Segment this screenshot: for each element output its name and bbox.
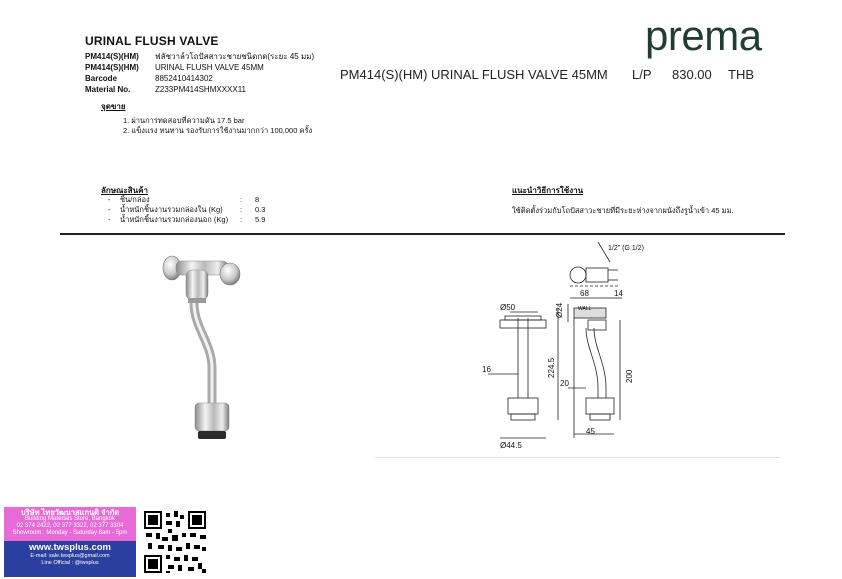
properties-table	[108, 195, 295, 225]
top-view-flange	[570, 267, 586, 283]
banner-hours: Showroom : Monday - Saturday 8am - 5pm	[12, 530, 128, 536]
drawing-baseline	[375, 457, 780, 458]
spec-value: 8852410414302	[155, 74, 213, 83]
brand-logo: prema	[645, 12, 762, 59]
price-currency: THB	[728, 67, 754, 82]
price-value: 830.00	[672, 67, 712, 82]
dim-200: 200	[625, 369, 634, 383]
section-divider	[60, 233, 785, 235]
property-colon: :	[240, 195, 243, 204]
properties-heading: ลักษณะสินค้า	[101, 186, 148, 195]
features-heading: จุดขาย	[101, 102, 126, 111]
price-line	[340, 67, 754, 82]
wall-label: WALL	[578, 306, 592, 312]
dim-20: 20	[560, 379, 569, 388]
product-photo	[150, 248, 260, 448]
property-row	[108, 215, 295, 225]
property-colon: :	[240, 205, 243, 214]
dim-45: 45	[586, 427, 595, 436]
spec-value: Z233PM414SHMXXXX11	[155, 85, 247, 94]
banner-company: บริษัท ไทยวัฒนาสแกนดิ จำกัด	[20, 508, 120, 517]
spec-key: PM414(S)(HM)	[85, 63, 139, 72]
spec-row	[85, 84, 314, 95]
banner-phone: 02 374 2422, 02 377 3322, 02 377 3304	[16, 523, 124, 529]
price-label: L/P	[632, 67, 652, 82]
property-dash: -	[108, 195, 111, 204]
advice-text: ใช้ติดตั้งร่วมกับโถปัสสาวะชายที่มีระยะห่างจากผนังถึงรูน้ำเข้า 45 มม.	[512, 206, 734, 215]
property-value: 0.3	[255, 205, 266, 214]
dim-16: 16	[482, 365, 491, 374]
banner-bottom	[4, 541, 136, 577]
property-row	[108, 205, 295, 215]
property-row	[108, 195, 295, 205]
property-label: ชิ้น/กล่อง	[120, 195, 150, 204]
spec-row	[85, 73, 314, 84]
advice-heading: แนะนำวิธีการใช้งาน	[512, 186, 584, 195]
spec-table	[85, 51, 314, 95]
dim-d50: Ø50	[500, 303, 516, 312]
spec-row	[85, 51, 314, 62]
property-label: น้ำหนักชิ้นงานรวมกล่องใน (Kg)	[120, 205, 223, 214]
dim-thread: 1/2" (G 1/2)	[608, 245, 644, 252]
spec-key: Barcode	[85, 74, 118, 83]
dim-68: 68	[580, 289, 589, 298]
property-label: น้ำหนักชิ้นงานรวมกล่องนอก (Kg)	[120, 215, 229, 224]
banner-email: E-mail: sale.twsplus@gmail.com	[30, 553, 110, 559]
technical-drawing	[470, 238, 660, 456]
property-colon: :	[240, 215, 243, 224]
dim-224-5: 224.5	[547, 357, 556, 378]
banner-line: Line Official : @twsplus	[41, 560, 99, 566]
store-banner	[4, 507, 136, 579]
features-list	[123, 116, 312, 136]
dim-d44-5: Ø44.5	[500, 441, 522, 450]
product-title: URINAL FLUSH VALVE	[85, 34, 219, 48]
banner-website[interactable]: www.twsplus.com	[29, 542, 111, 553]
property-dash: -	[108, 205, 111, 214]
spec-value: URINAL FLUSH VALVE 45MM	[155, 63, 264, 72]
dim-d24: Ø24	[555, 302, 564, 318]
banner-subtitle: Building Materials Store, Bangkok	[24, 516, 116, 522]
qr-code[interactable]	[142, 509, 208, 575]
top-view-body	[586, 268, 608, 282]
feature-item: 2. แข็งแรง ทนทาน รองรับการใช้งานมากกว่า 100,000 ครั้ง	[123, 126, 313, 135]
spec-key: Material No.	[85, 85, 131, 94]
spec-row	[85, 62, 314, 73]
property-dash: -	[108, 215, 111, 224]
property-value: 5.9	[255, 215, 266, 224]
spec-key: PM414(S)(HM)	[85, 52, 139, 61]
dim-14: 14	[614, 289, 623, 298]
property-value: 8	[255, 195, 260, 204]
spec-value: ฟลัชวาล์วโถปัสสาวะชายชนิดกด(ระยะ 45 มม)	[155, 52, 315, 61]
price-product-name: PM414(S)(HM) URINAL FLUSH VALVE 45MM	[340, 67, 608, 82]
banner-top	[4, 507, 136, 541]
feature-item: 1. ผ่านการทดสอบที่ความดัน 17.5 bar	[123, 116, 245, 125]
